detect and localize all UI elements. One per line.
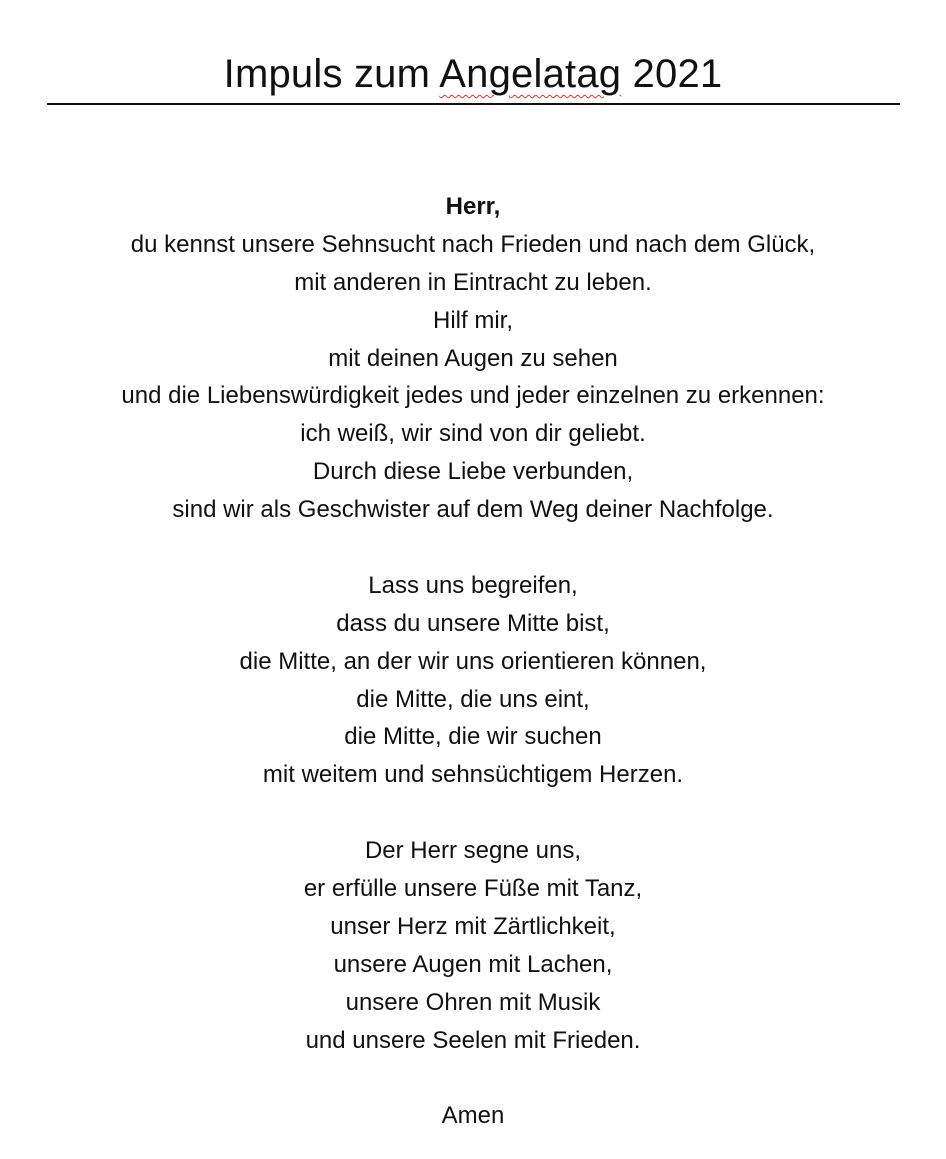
- page-title: [224, 52, 723, 96]
- poem-line: mit weitem und sehnsüchtigem Herzen.: [262, 761, 684, 789]
- poem-line: Herr,: [445, 193, 501, 220]
- poem-line: sind wir als Geschwister auf dem Weg deiner Nachfolge.: [172, 496, 774, 524]
- poem-line: Lass uns begreifen,: [368, 571, 578, 599]
- poem-line: mit deinen Augen zu sehen: [328, 344, 618, 372]
- title-flagged-word: Angelatag: [439, 52, 622, 96]
- poem-line: und die Liebenswürdigkeit jedes und jeder einzelnen zu erkennen:: [121, 382, 825, 410]
- poem-line: Durch diese Liebe verbunden,: [312, 458, 634, 486]
- stanza-gap: [0, 529, 946, 567]
- poem-line: du kennst unsere Sehnsucht nach Frieden und nach dem Glück,: [130, 230, 816, 258]
- poem-line: ich weiß, wir sind von dir geliebt.: [300, 420, 646, 448]
- poem-line: er erfülle unsere Füße mit Tanz,: [303, 875, 643, 903]
- poem-closing: Amen: [441, 1102, 505, 1130]
- poem-line: unsere Augen mit Lachen,: [333, 950, 613, 978]
- title-underline-rule: [47, 103, 900, 105]
- poem-line: dass du unsere Mitte bist,: [336, 609, 610, 637]
- title-container: [0, 48, 946, 100]
- poem-line: unsere Ohren mit Musik: [345, 988, 601, 1016]
- poem-line: die Mitte, die uns eint,: [356, 685, 590, 713]
- poem-body: [0, 188, 946, 1135]
- poem-line: und unsere Seelen mit Frieden.: [305, 1026, 641, 1054]
- poem-line: die Mitte, die wir suchen: [344, 723, 602, 751]
- poem-line: Hilf mir,: [433, 306, 513, 334]
- stanza-gap: [0, 1059, 946, 1097]
- poem-line: unser Herz mit Zärtlichkeit,: [330, 912, 616, 940]
- poem-line: Der Herr segne uns,: [364, 837, 582, 865]
- stanza-gap: [0, 794, 946, 832]
- poem-line: mit anderen in Eintracht zu leben.: [294, 268, 652, 296]
- title-suffix: 2021: [621, 52, 723, 96]
- title-prefix: Impuls zum: [223, 52, 440, 96]
- poem-line: die Mitte, an der wir uns orientieren können,: [239, 647, 707, 675]
